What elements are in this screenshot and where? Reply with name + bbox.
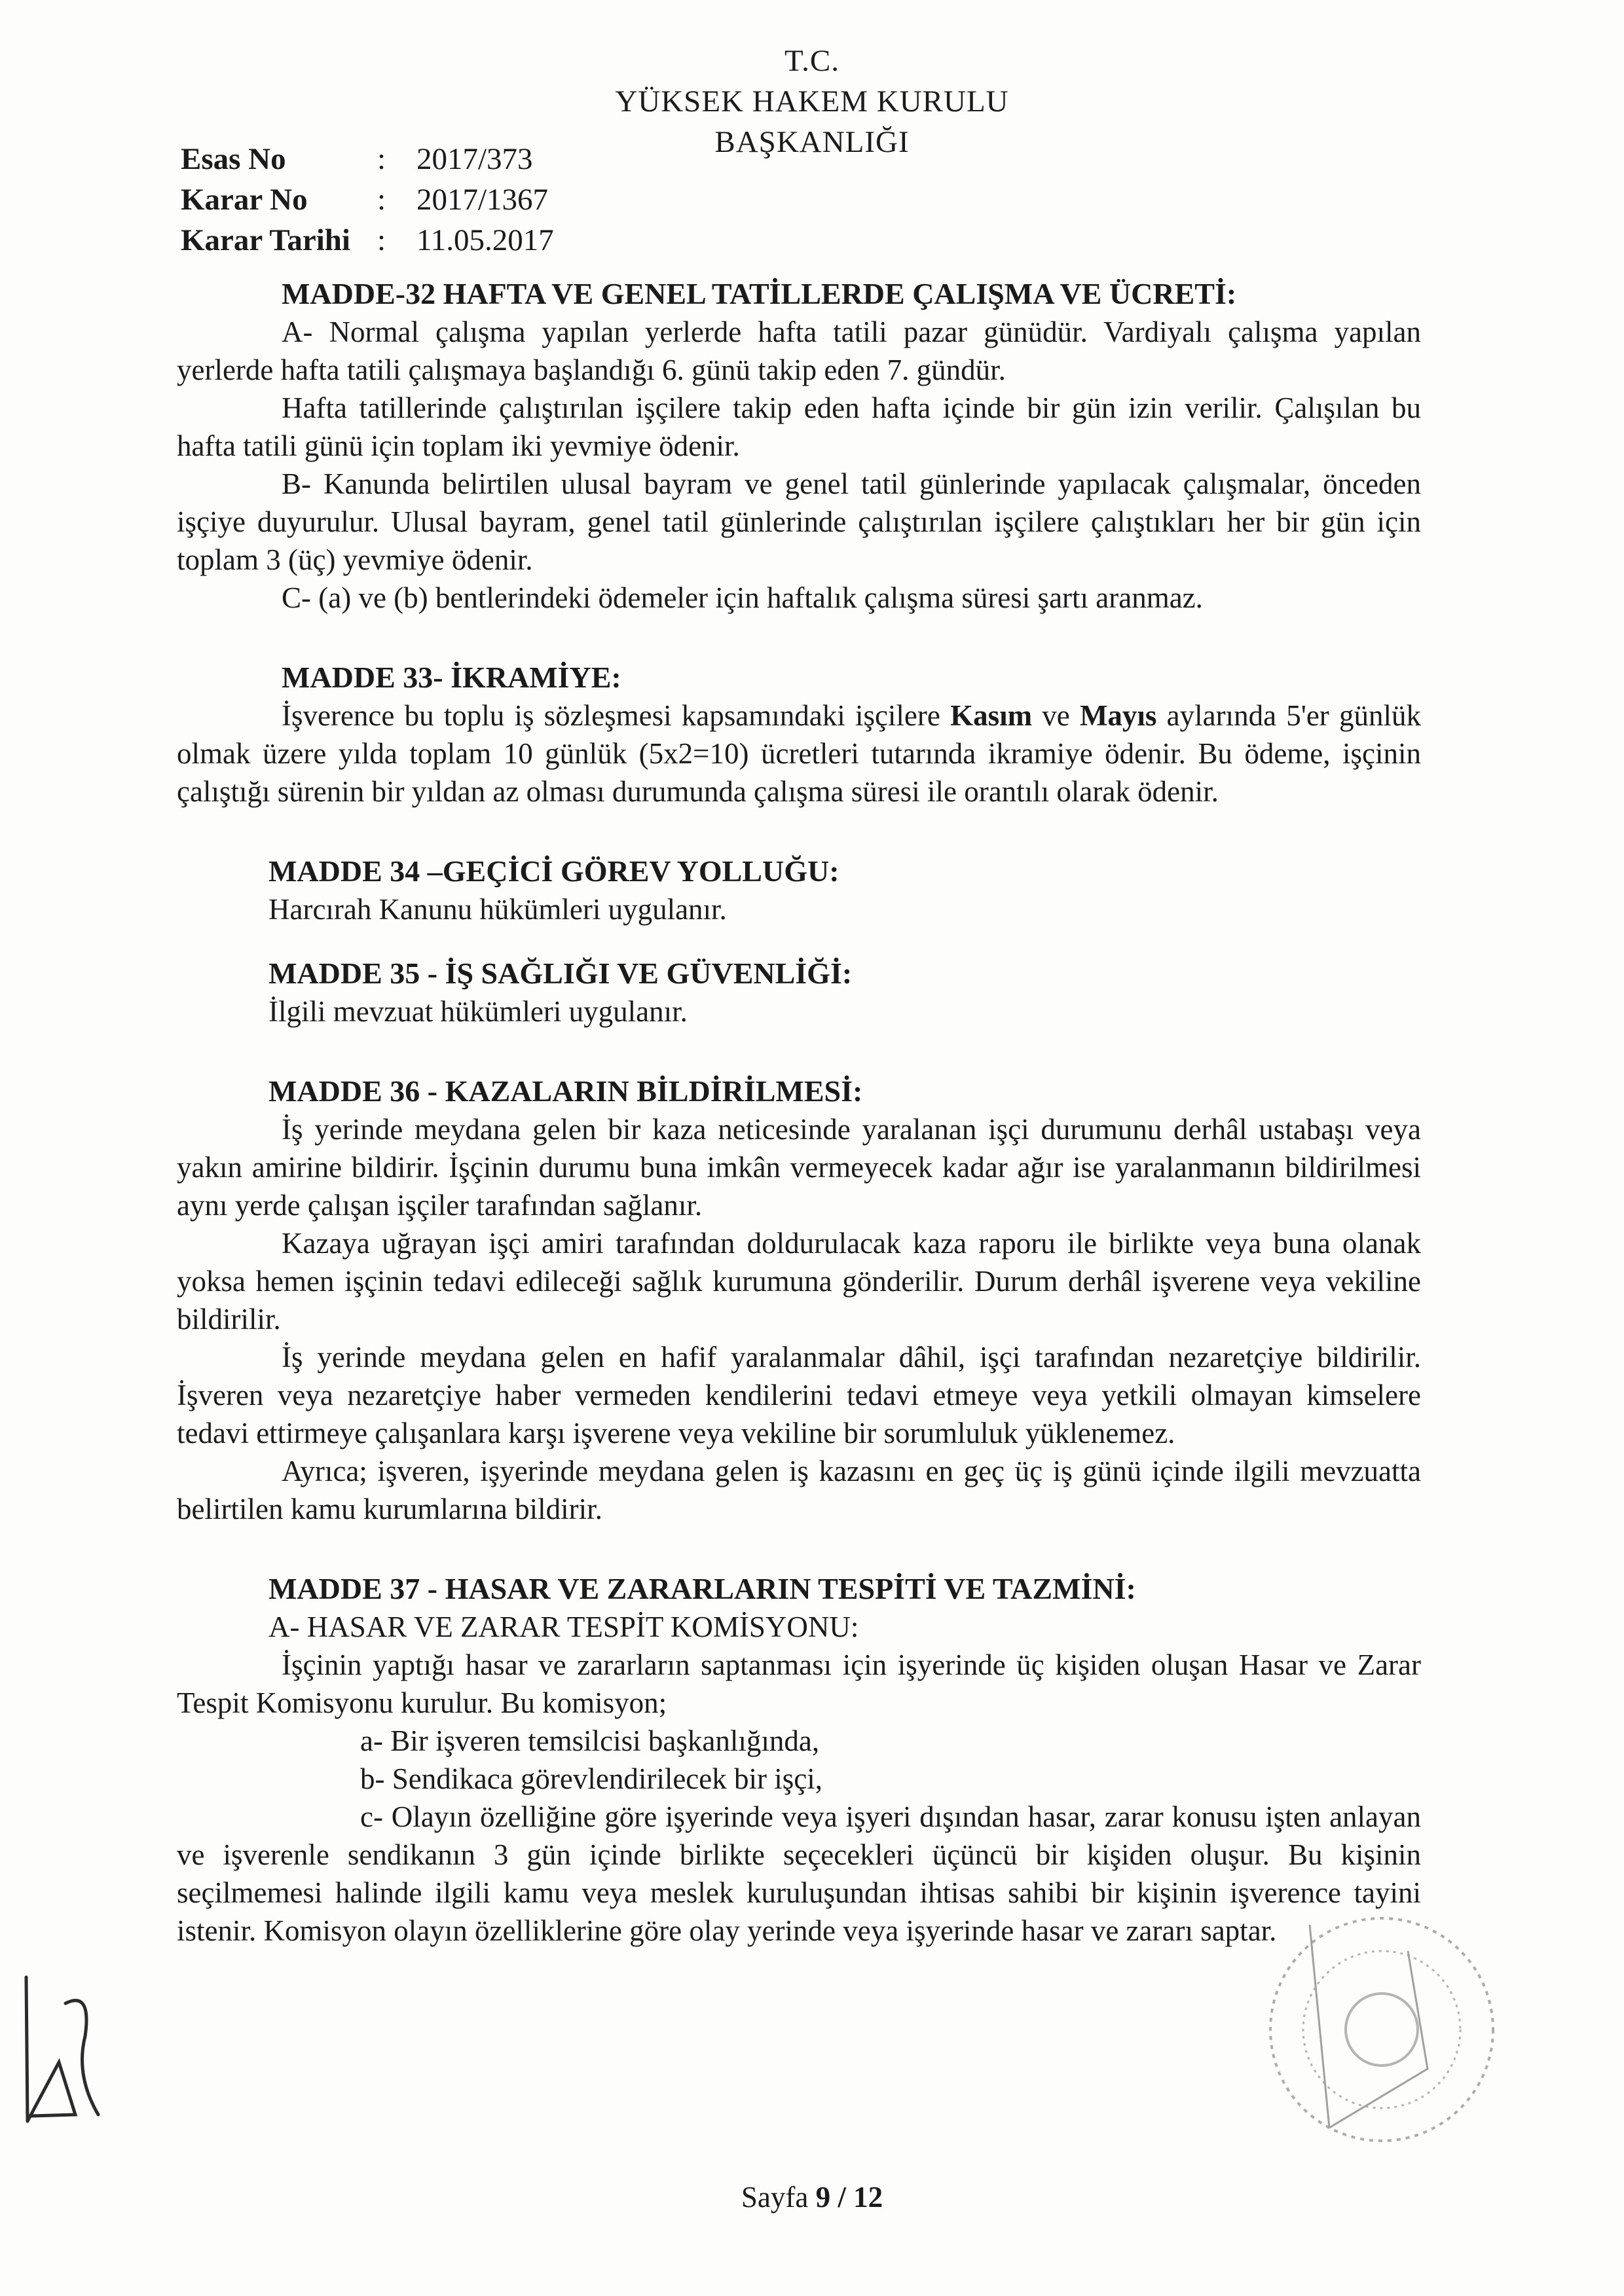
month-kasim: Kasım <box>950 699 1033 732</box>
article-36-title: MADDE 36 - KAZALARIN BİLDİRİLMESİ: <box>268 1074 863 1108</box>
article-32-paragraph: Hafta tatillerinde çalıştırılan işçilere takip eden hafta içinde bir gün izin verilir. Çalışılan bu hafta tatili günü için toplam iki yevmiye ödenir. <box>177 392 1421 462</box>
document-body <box>177 275 1421 1950</box>
page-number: 9 / 12 <box>815 2181 883 2214</box>
meta-label: Karar Tarihi <box>181 223 350 257</box>
page-footer <box>0 2180 1624 2214</box>
text-run: aylarında 5'er günlük olmak üzere yılda toplam 10 günlük (5x2=10) ücretleri tutarında ikramiye ödenir. Bu ödeme, işçinin çalıştığı sürenin bir yıldan az olması durumunda çalışma süresi ile orantılı olarak ödenir. <box>177 699 1421 808</box>
article-32-paragraph: C- (a) ve (b) bentlerindeki ödemeler için haftalık çalışma süresi şartı aranmaz. <box>282 581 1203 614</box>
article-34-title: MADDE 34 –GEÇİCİ GÖREV YOLLUĞU: <box>268 854 840 888</box>
month-mayis: Mayıs <box>1079 699 1157 732</box>
article-34-paragraph: Harcırah Kanunu hükümleri uygulanır. <box>268 893 727 926</box>
commission-member-b: b- Sendikaca görevlendirilecek bir işçi, <box>360 1762 822 1795</box>
case-metadata <box>181 139 554 261</box>
article-33-title: MADDE 33- İKRAMİYE: <box>282 661 621 694</box>
meta-row-esas <box>181 139 554 179</box>
meta-row-tarih <box>181 220 554 261</box>
article-36-paragraph: İş yerinde meydana gelen bir kaza neticesinde yaralanan işçi durumunu derhâl ustabaşı veya yakın amirine bildirir. İşçinin durumu buna imkân vermeyecek kadar ağır ise yaralanmanın bildirilmesi aynı yerde çalışan işçiler tarafından sağlanır. <box>177 1113 1421 1222</box>
commission-member-a: a- Bir işveren temsilcisi başkanlığında, <box>360 1724 820 1757</box>
meta-label: Karar No <box>181 183 308 217</box>
meta-colon: : <box>377 183 386 217</box>
text-run: ve <box>1032 699 1080 732</box>
header-line-institution: YÜKSEK HAKEM KURULU <box>615 84 1009 118</box>
article-32-paragraph: A- Normal çalışma yapılan yerlerde hafta tatili pazar günüdür. Vardiyalı çalışma yapılan yerlerde hafta tatili çalışmaya başlandığı 6. günü takip eden 7. gündür. <box>177 316 1421 386</box>
institution-header <box>576 41 1048 162</box>
meta-colon: : <box>377 223 386 257</box>
footer-prefix: Sayfa <box>741 2181 816 2214</box>
header-line-tc: T.C. <box>784 44 840 78</box>
meta-colon: : <box>377 142 386 176</box>
article-36-paragraph: Kazaya uğrayan işçi amiri tarafından doldurulacak kaza raporu ile birlikte veya buna olanak yoksa hemen işçinin tedavi edileceği sağlık kurumuna gönderilir. Durum derhâl işverene veya vekiline bildirilir. <box>177 1227 1421 1336</box>
article-36-paragraph: İş yerinde meydana gelen en hafif yaralanmalar dâhil, işçi tarafından nezaretçiye bildirilir. İşveren veya nezaretçiye haber vermeden kendilerini tedavi etmeye veya yetkili olmayan kimselere tedavi ettirmeye çalışanlara karşı işverene veya vekiline bir sorumluluk yüklenemez. <box>177 1341 1421 1449</box>
meta-row-karar <box>181 179 554 220</box>
article-32-title: MADDE-32 HAFTA VE GENEL TATİLLERDE ÇALIŞMA VE ÜCRETİ: <box>282 277 1237 310</box>
handwritten-initials <box>13 1964 111 2134</box>
meta-label: Esas No <box>181 142 286 176</box>
article-37-title: MADDE 37 - HASAR VE ZARARLARIN TESPİTİ VE TAZMİNİ: <box>268 1572 1136 1605</box>
article-37-paragraph: İşçinin yaptığı hasar ve zararların saptanması için işyerinde üç kişiden oluşan Hasar ve Zarar Tespit Komisyonu kurulur. Bu komisyon; <box>177 1649 1421 1719</box>
commission-member-c: c- Olayın özelliğine göre işyerinde veya işyeri dışından hasar, zarar konusu işten anlayan ve işverenle sendikanın 3 gün içinde birlikte seçecekleri üçüncü bir kişiden oluşur. Bu kişinin seçilmemesi halinde ilgili kamu veya meslek kuruluşundan ihtisas sahibi bir kişinin işverence tayini istenir. Komisyon olayın özelliklerine göre olay yerinde veya işyerinde hasar ve zararı saptar. <box>177 1800 1421 1947</box>
meta-value: 2017/1367 <box>416 183 549 217</box>
header-line-presidency: BAŞKANLIĞI <box>714 125 910 159</box>
article-35-paragraph: İlgili mevzuat hükümleri uygulanır. <box>268 995 688 1028</box>
article-35-title: MADDE 35 - İŞ SAĞLIĞI VE GÜVENLİĞİ: <box>268 957 853 990</box>
article-33-paragraph <box>177 697 1421 811</box>
official-stamp <box>1231 1872 1506 2160</box>
text-run: İşverence bu toplu iş sözleşmesi kapsamındaki işçilere <box>282 699 951 732</box>
article-36-paragraph: Ayrıca; işveren, işyerinde meydana gelen iş kazasını en geç üç iş günü içinde ilgili mevzuatta belirtilen kamu kurumlarına bildirir. <box>177 1455 1421 1525</box>
article-37-subtitle: A- HASAR VE ZARAR TESPİT KOMİSYONU: <box>268 1611 859 1643</box>
meta-value: 11.05.2017 <box>416 223 554 257</box>
meta-value: 2017/373 <box>416 142 533 176</box>
article-32-paragraph: B- Kanunda belirtilen ulusal bayram ve genel tatil günlerinde yapılacak çalışmalar, önceden işçiye duyurulur. Ulusal bayram, genel tatil günlerinde çalıştırılan işçilere çalıştıkları her bir gün için toplam 3 (üç) yevmiye ödenir. <box>177 467 1421 576</box>
